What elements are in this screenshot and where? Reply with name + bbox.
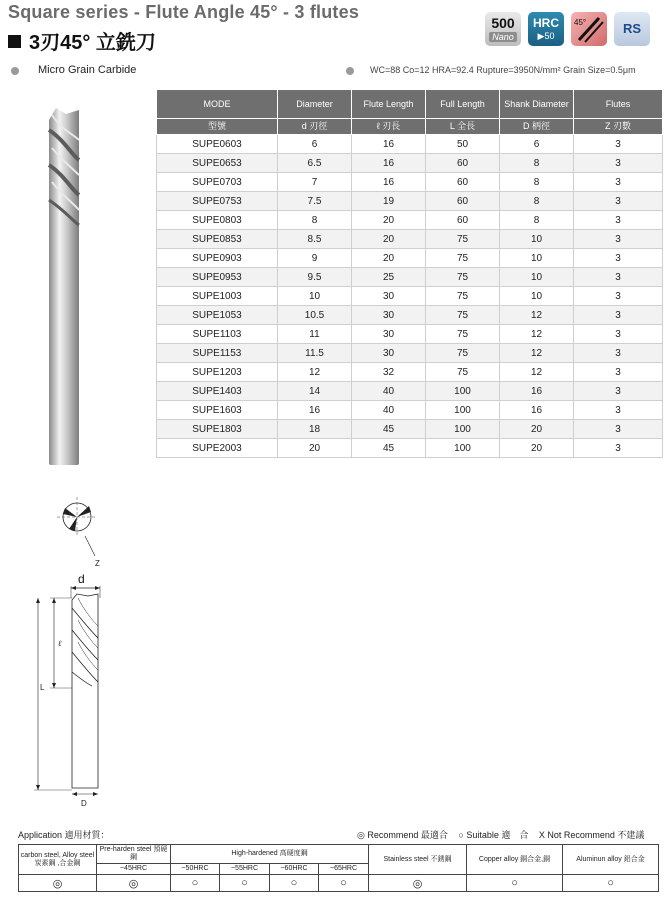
flutes-cell: 3 [574,439,663,458]
table-row [157,192,663,211]
rating-cell: ○ [171,875,220,892]
shank-diameter-cell: 12 [500,306,574,325]
full-length-cell: 60 [426,154,500,173]
diameter-cell: 12 [278,363,352,382]
flute-length-cell: 16 [352,173,426,192]
hrc-badge-value: ▶50 [537,31,555,41]
rating-row [19,875,659,892]
flutes-cell: 3 [574,154,663,173]
hrc-range-65: ~65HRC [319,864,369,875]
hrc-range-45: ~45HRC [97,864,171,875]
shank-diameter-cell: 6 [500,135,574,154]
col-subheader-flutes: Z 刃數 [574,119,663,135]
col-header-flute-length: Flute Length [352,90,426,119]
flutes-cell: 3 [574,344,663,363]
col-subheader-diameter: d 刃徑 [278,119,352,135]
legend-not-recommend: X Not Recommend 不建議 [538,830,645,840]
flute-count-label: Z [95,559,100,568]
diameter-cell: 8 [278,211,352,230]
dim-flute-length-label: ℓ [58,639,62,648]
model-cell: SUPE1053 [157,306,278,325]
flute-length-cell: 30 [352,344,426,363]
full-length-cell: 75 [426,363,500,382]
flute-length-cell: 20 [352,230,426,249]
shank-diameter-cell: 12 [500,325,574,344]
shank-diameter-cell: 10 [500,230,574,249]
col-subheader-mode: 型號 [157,119,278,135]
table-row [157,211,663,230]
rating-cell: ○ [467,875,563,892]
flutes-cell: 3 [574,306,663,325]
dim-full-length-label: L [40,683,45,692]
shank-diameter-cell: 8 [500,211,574,230]
col-subheader-full-length: L 全長 [426,119,500,135]
application-label: Application 適用材質： [18,830,110,840]
shank-diameter-cell: 10 [500,287,574,306]
flute-length-cell: 40 [352,382,426,401]
col-header-flutes: Flutes [574,90,663,119]
col-carbon-steel: carbon steel, Alloy steel 炭素鋼 ,合金鋼 [19,845,97,875]
table-row [157,344,663,363]
end-mill-image [44,100,86,470]
model-cell: SUPE1803 [157,420,278,439]
flutes-cell: 3 [574,363,663,382]
rating-cell: ◎ [369,875,467,892]
flute-length-cell: 25 [352,268,426,287]
shank-diameter-cell: 10 [500,268,574,287]
hrc-range-60: ~60HRC [270,864,319,875]
full-length-cell: 100 [426,439,500,458]
table-row [157,230,663,249]
full-length-cell: 100 [426,401,500,420]
page-subtitle [8,26,156,55]
cross-section-diagram [55,492,115,572]
model-cell: SUPE1003 [157,287,278,306]
rs-badge: RS [614,12,650,46]
table-row [157,325,663,344]
full-length-cell: 75 [426,325,500,344]
table-row [157,154,663,173]
model-cell: SUPE0803 [157,211,278,230]
bullet-icon [346,67,354,75]
col-copper-alloy: Copper alloy 銅合金,銅 [467,845,563,875]
full-length-cell: 60 [426,192,500,211]
table-row [157,173,663,192]
rating-legend [357,828,652,841]
table-row [157,420,663,439]
flutes-cell: 3 [574,401,663,420]
flute-length-cell: 30 [352,287,426,306]
col-pre-harden-steel: Pre-harden steel 預硬鋼 [97,845,171,864]
rating-cell: ○ [319,875,369,892]
diameter-cell: 10.5 [278,306,352,325]
model-cell: SUPE1403 [157,382,278,401]
bullet-icon [11,67,19,75]
model-cell: SUPE1103 [157,325,278,344]
flutes-cell: 3 [574,268,663,287]
full-length-cell: 100 [426,382,500,401]
model-cell: SUPE0953 [157,268,278,287]
diameter-cell: 8.5 [278,230,352,249]
full-length-cell: 75 [426,306,500,325]
flutes-cell: 3 [574,249,663,268]
model-cell: SUPE0753 [157,192,278,211]
diameter-cell: 7 [278,173,352,192]
diameter-cell: 10 [278,287,352,306]
col-header-full-length: Full Length [426,90,500,119]
model-cell: SUPE0653 [157,154,278,173]
flute-length-cell: 16 [352,135,426,154]
col-stainless-steel: Stainless steel 不銹鋼 [369,845,467,875]
material-spec: WC=88 Co=12 HRA=92.4 Rupture=3950N/mm² Grain Size=0.5μm [370,65,636,75]
full-length-cell: 50 [426,135,500,154]
hrc-range-55: ~55HRC [220,864,270,875]
col-subheader-flute-length: ℓ 刃長 [352,119,426,135]
legend-suitable: ○ Suitable 適 合 [458,830,529,840]
dim-d-label: d [78,572,85,586]
diameter-cell: 20 [278,439,352,458]
diameter-cell: 18 [278,420,352,439]
model-cell: SUPE1203 [157,363,278,382]
full-length-cell: 60 [426,211,500,230]
dimension-drawing [30,568,120,813]
table-row [157,287,663,306]
model-cell: SUPE0603 [157,135,278,154]
shank-diameter-cell: 20 [500,420,574,439]
diameter-cell: 11.5 [278,344,352,363]
shank-diameter-cell: 8 [500,192,574,211]
flute-length-cell: 20 [352,249,426,268]
shank-diameter-cell: 8 [500,154,574,173]
helix-angle-icon [571,12,607,46]
flute-length-cell: 40 [352,401,426,420]
flutes-cell: 3 [574,173,663,192]
col-header-diameter: Diameter [278,90,352,119]
flute-length-cell: 20 [352,211,426,230]
diameter-cell: 6 [278,135,352,154]
spec-table [156,89,663,458]
col-header-shank-diameter: Shank Diameter [500,90,574,119]
model-cell: SUPE2003 [157,439,278,458]
diameter-cell: 9.5 [278,268,352,287]
shank-diameter-cell: 8 [500,173,574,192]
col-subheader-shank-diameter: D 柄徑 [500,119,574,135]
subtitle-text: 3刃45° 立銑刀 [29,32,156,54]
hrc-badge-label: HRC [533,16,559,30]
table-row [157,135,663,154]
flute-length-cell: 45 [352,439,426,458]
full-length-cell: 60 [426,173,500,192]
table-row [157,439,663,458]
col-high-hardened: High-hardened 高硬度鋼 [171,845,369,864]
dim-shank-diameter-label: D [81,799,87,808]
flutes-cell: 3 [574,420,663,439]
full-length-cell: 75 [426,287,500,306]
shank-diameter-cell: 16 [500,401,574,420]
rating-cell: ◎ [97,875,171,892]
model-cell: SUPE0853 [157,230,278,249]
table-row [157,363,663,382]
nano-badge-number: 500 [491,15,515,31]
shank-diameter-cell: 20 [500,439,574,458]
diameter-cell: 7.5 [278,192,352,211]
diameter-cell: 9 [278,249,352,268]
flute-length-cell: 30 [352,325,426,344]
model-cell: SUPE1153 [157,344,278,363]
rating-cell: ○ [220,875,270,892]
model-cell: SUPE1603 [157,401,278,420]
table-row [157,401,663,420]
model-cell: SUPE0703 [157,173,278,192]
rating-cell: ○ [563,875,659,892]
shank-diameter-cell: 12 [500,344,574,363]
hrc-badge [528,12,564,46]
diameter-cell: 11 [278,325,352,344]
legend-recommend: ◎ Recommend 最適合 [357,830,448,840]
material-label: Micro Grain Carbide [38,64,137,76]
nano-coating-badge [485,12,521,46]
col-aluminum-alloy: Aluminun alloy 鋁合金 [563,845,659,875]
flutes-cell: 3 [574,192,663,211]
flute-length-cell: 16 [352,154,426,173]
full-length-cell: 75 [426,230,500,249]
flutes-cell: 3 [574,382,663,401]
flutes-cell: 3 [574,325,663,344]
diameter-cell: 14 [278,382,352,401]
rating-cell: ○ [270,875,319,892]
flute-length-cell: 19 [352,192,426,211]
full-length-cell: 75 [426,344,500,363]
application-table [18,844,659,892]
flutes-cell: 3 [574,211,663,230]
model-cell: SUPE0903 [157,249,278,268]
flute-length-cell: 32 [352,363,426,382]
helix-angle-badge [571,12,607,46]
helix-angle-text: 45° [574,18,587,27]
flute-length-cell: 45 [352,420,426,439]
flute-length-cell: 30 [352,306,426,325]
table-row [157,268,663,287]
shank-diameter-cell: 10 [500,249,574,268]
table-row [157,249,663,268]
full-length-cell: 75 [426,268,500,287]
table-row [157,382,663,401]
flutes-cell: 3 [574,135,663,154]
hrc-range-50: ~50HRC [171,864,220,875]
table-row [157,306,663,325]
col-header-mode: MODE [157,90,278,119]
full-length-cell: 100 [426,420,500,439]
nano-badge-label: Nano [489,32,517,42]
flutes-cell: 3 [574,287,663,306]
full-length-cell: 75 [426,249,500,268]
page-title: Square series - Flute Angle 45° - 3 flutes [8,2,360,22]
flutes-cell: 3 [574,230,663,249]
square-marker-icon [8,35,21,48]
diameter-cell: 16 [278,401,352,420]
shank-diameter-cell: 16 [500,382,574,401]
shank-diameter-cell: 12 [500,363,574,382]
rating-cell: ◎ [19,875,97,892]
diameter-cell: 6.5 [278,154,352,173]
